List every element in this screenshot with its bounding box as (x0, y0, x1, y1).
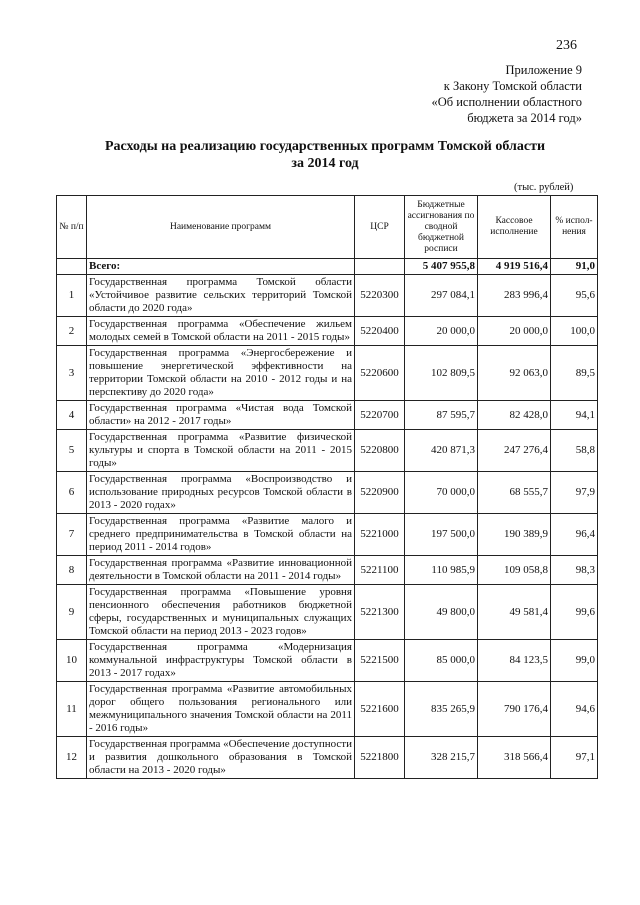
program-name: Государственная программа «Развитие физической культуры и спорта в Томской области на 2011 - 2015 годы» (87, 430, 355, 472)
program-code: 5220300 (355, 275, 405, 317)
total-percent: 91,0 (551, 259, 598, 275)
program-code: 5220800 (355, 430, 405, 472)
appendix-line: бюджета за 2014 год» (467, 111, 582, 125)
execution-value: 283 996,4 (478, 275, 551, 317)
percent-value: 96,4 (551, 514, 598, 556)
program-name: Государственная программа «Повышение уровня пенсионного обеспечения работников бюджетной сферы, государственных и муниципальных служащих Томской области на период 2013 - 2023 годов» (87, 585, 355, 640)
percent-value: 97,1 (551, 737, 598, 779)
table-row (57, 556, 598, 585)
appendix-line: Приложение 9 (505, 63, 582, 77)
units-note: (тыс. рублей) (514, 182, 574, 193)
appendix-line: к Закону Томской области (443, 79, 582, 93)
header-name: Наименование программ (87, 196, 355, 259)
table-row (57, 430, 598, 472)
percent-value: 58,8 (551, 430, 598, 472)
table-row (57, 585, 598, 640)
program-name: Государственная программа «Обеспечение доступности и развития дошкольного образования в Томской области на 2013 - 2020 годы» (87, 737, 355, 779)
allocations-value: 328 215,7 (405, 737, 478, 779)
percent-value: 98,3 (551, 556, 598, 585)
execution-value: 84 123,5 (478, 640, 551, 682)
total-num (57, 259, 87, 275)
header-allocations: Бюджетные ассигнования по сводной бюджетной росписи (405, 196, 478, 259)
execution-value: 49 581,4 (478, 585, 551, 640)
program-name: Государственная программа «Развитие автомобильных дорог общего пользования регионального или межмуниципального значения Томской области на 2011 - 2016 годы» (87, 682, 355, 737)
allocations-value: 70 000,0 (405, 472, 478, 514)
program-code: 5221300 (355, 585, 405, 640)
execution-value: 790 176,4 (478, 682, 551, 737)
row-num: 1 (57, 275, 87, 317)
allocations-value: 87 595,7 (405, 401, 478, 430)
header-percent: % испол-нения (551, 196, 598, 259)
total-allocations: 5 407 955,8 (405, 259, 478, 275)
allocations-value: 835 265,9 (405, 682, 478, 737)
title-line: за 2014 год (291, 156, 359, 171)
header-execution: Кассовое исполнение (478, 196, 551, 259)
programs-table (56, 195, 598, 779)
table-row (57, 472, 598, 514)
row-num: 5 (57, 430, 87, 472)
execution-value: 20 000,0 (478, 317, 551, 346)
allocations-value: 110 985,9 (405, 556, 478, 585)
execution-value: 318 566,4 (478, 737, 551, 779)
program-name: Государственная программа «Развитие инновационной деятельности в Томской области на 2011 - 2014 годы» (87, 556, 355, 585)
table-row (57, 275, 598, 317)
program-code: 5220700 (355, 401, 405, 430)
program-name: Государственная программа «Модернизация коммунальной инфраструктуры Томской области в 2013 - 2017 годах» (87, 640, 355, 682)
allocations-value: 102 809,5 (405, 346, 478, 401)
percent-value: 97,9 (551, 472, 598, 514)
row-num: 11 (57, 682, 87, 737)
program-name: Государственная программа «Чистая вода Томской области» на 2012 - 2017 годы» (87, 401, 355, 430)
execution-value: 68 555,7 (478, 472, 551, 514)
program-code: 5221600 (355, 682, 405, 737)
row-num: 7 (57, 514, 87, 556)
total-label: Всего: (87, 259, 355, 275)
title-line: Расходы на реализацию государственных программ Томской области (104, 139, 546, 154)
table-row (57, 401, 598, 430)
program-name: Государственная программа «Обеспечение жильем молодых семей в Томской области на 2011 - 2015 годы» (87, 317, 355, 346)
header-num: № п/п (57, 196, 87, 259)
row-num: 4 (57, 401, 87, 430)
row-num: 2 (57, 317, 87, 346)
percent-value: 99,0 (551, 640, 598, 682)
percent-value: 94,1 (551, 401, 598, 430)
program-name: Государственная программа «Энергосбережение и повышение энергетической эффективности на территории Томской области на 2010 - 2012 годы и на перспективу до 2020 года» (87, 346, 355, 401)
row-num: 9 (57, 585, 87, 640)
table-row (57, 737, 598, 779)
percent-value: 94,6 (551, 682, 598, 737)
percent-value: 95,6 (551, 275, 598, 317)
execution-value: 109 058,8 (478, 556, 551, 585)
table-row (57, 640, 598, 682)
document-title (60, 138, 590, 172)
appendix-line: «Об исполнении областного (431, 95, 582, 109)
row-num: 6 (57, 472, 87, 514)
total-row (57, 259, 598, 275)
program-code: 5220400 (355, 317, 405, 346)
table-header-row (57, 196, 598, 259)
allocations-value: 297 084,1 (405, 275, 478, 317)
header-code: ЦСР (355, 196, 405, 259)
table-row (57, 346, 598, 401)
allocations-value: 197 500,0 (405, 514, 478, 556)
appendix-reference (431, 62, 582, 126)
page-number: 236 (556, 38, 577, 53)
program-code: 5221800 (355, 737, 405, 779)
percent-value: 99,6 (551, 585, 598, 640)
execution-value: 247 276,4 (478, 430, 551, 472)
program-code: 5221500 (355, 640, 405, 682)
program-name: Государственная программа Томской области «Устойчивое развитие сельских территорий Томской области до 2020 года» (87, 275, 355, 317)
execution-value: 190 389,9 (478, 514, 551, 556)
execution-value: 82 428,0 (478, 401, 551, 430)
table-row (57, 682, 598, 737)
allocations-value: 49 800,0 (405, 585, 478, 640)
table-row (57, 514, 598, 556)
allocations-value: 420 871,3 (405, 430, 478, 472)
row-num: 10 (57, 640, 87, 682)
execution-value: 92 063,0 (478, 346, 551, 401)
allocations-value: 20 000,0 (405, 317, 478, 346)
program-code: 5221000 (355, 514, 405, 556)
program-name: Государственная программа «Развитие малого и среднего предпринимательства в Томской области на период 2011 - 2014 годов» (87, 514, 355, 556)
program-code: 5220600 (355, 346, 405, 401)
table-row (57, 317, 598, 346)
total-execution: 4 919 516,4 (478, 259, 551, 275)
program-name: Государственная программа «Воспроизводство и использование природных ресурсов Томской области в 2013 - 2020 годах» (87, 472, 355, 514)
program-code: 5221100 (355, 556, 405, 585)
percent-value: 100,0 (551, 317, 598, 346)
total-code (355, 259, 405, 275)
program-code: 5220900 (355, 472, 405, 514)
percent-value: 89,5 (551, 346, 598, 401)
row-num: 8 (57, 556, 87, 585)
allocations-value: 85 000,0 (405, 640, 478, 682)
row-num: 3 (57, 346, 87, 401)
row-num: 12 (57, 737, 87, 779)
